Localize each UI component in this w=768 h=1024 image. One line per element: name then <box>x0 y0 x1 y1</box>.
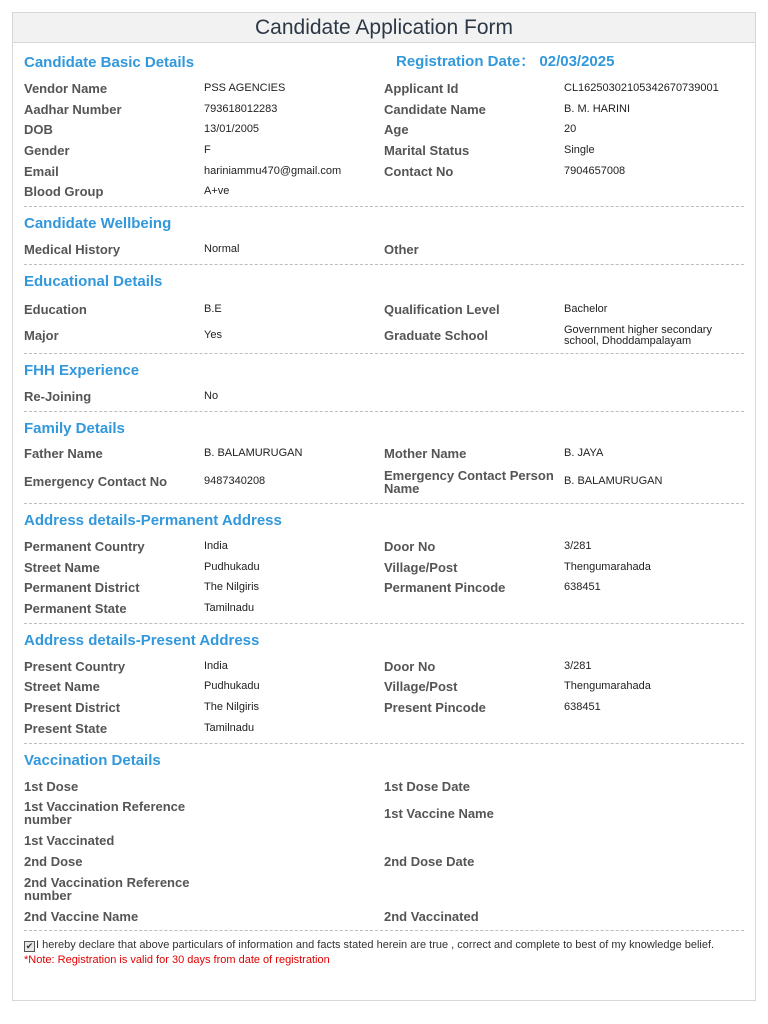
field-label: Permanent Pincode <box>384 580 506 596</box>
application-form <box>12 12 756 1001</box>
field-label: DOB <box>24 122 53 138</box>
declaration <box>24 931 744 966</box>
field-value: 638451 <box>564 701 601 714</box>
declaration-text: I hereby declare that above particulars of information and facts stated herein are true , correct and complete to best of my knowledge belief. <box>36 939 715 952</box>
field-label: 2nd Dose Date <box>384 853 475 869</box>
form-row <box>24 718 744 739</box>
section-heading: Candidate Wellbeing <box>24 215 172 233</box>
form-row <box>24 830 744 851</box>
field-value: Single <box>564 143 595 156</box>
section-heading: Candidate Basic Details <box>24 54 195 71</box>
section-wellbeing <box>24 207 744 265</box>
field-value: 793618012283 <box>204 102 278 115</box>
field-value: B.E <box>204 303 222 316</box>
page-title: Candidate Application Form <box>255 16 513 39</box>
field-value: 3/281 <box>564 540 592 553</box>
field-label: Permanent State <box>24 601 127 617</box>
field-label: Present Country <box>24 658 126 674</box>
form-row <box>24 323 744 349</box>
field-value: Thengumarahada <box>564 560 651 573</box>
field-label: 1st Dose <box>24 778 79 794</box>
field-label: Blood Group <box>24 184 104 200</box>
field-label: Present District <box>24 700 121 716</box>
field-label: 1st Vaccinated <box>24 833 115 849</box>
field-value: 13/01/2005 <box>204 123 260 136</box>
form-row <box>24 796 744 830</box>
field-value: Pudhukadu <box>204 680 260 693</box>
field-label: 1st Vaccine Name <box>384 805 494 821</box>
field-label: 2nd Vaccination Reference number <box>24 874 190 903</box>
field-value: 638451 <box>564 581 601 594</box>
field-label: Graduate School <box>384 328 489 344</box>
registration-date: Registration Date： 02/03/2025 <box>396 53 615 70</box>
form-content <box>13 43 755 966</box>
field-value: Tamilnadu <box>204 721 255 734</box>
form-row <box>24 536 744 557</box>
field-label: Gender <box>24 142 70 158</box>
field-label: Emergency Contact Person Name <box>384 467 554 496</box>
section-heading: Educational Details <box>24 272 163 290</box>
field-label: Door No <box>384 658 436 674</box>
field-value: Thengumarahada <box>564 680 651 693</box>
form-row <box>24 464 744 499</box>
field-value: hariniammu470@gmail.com <box>204 164 342 177</box>
field-value: 3/281 <box>564 659 592 672</box>
field-value: 9487340208 <box>204 475 266 488</box>
field-label: Village/Post <box>384 679 458 695</box>
section-permanent-address <box>24 504 744 624</box>
field-label: 2nd Vaccine Name <box>24 908 139 924</box>
form-row <box>24 677 744 698</box>
field-label: Contact No <box>384 163 454 179</box>
field-label: 2nd Dose <box>24 853 83 869</box>
field-label: 1st Dose Date <box>384 778 470 794</box>
field-value: A+ve <box>204 185 230 198</box>
section-family <box>24 412 744 505</box>
form-row <box>24 161 744 182</box>
section-heading: Address details-Present Address <box>24 631 260 649</box>
section-basic-details <box>24 43 744 207</box>
field-label: Medical History <box>24 241 121 257</box>
field-label: Present State <box>24 720 108 736</box>
field-label: Qualification Level <box>384 302 500 318</box>
section-fhh-experience <box>24 354 744 412</box>
registration-note: *Note: Registration is valid for 30 days from date of registration <box>24 954 330 967</box>
field-label: Emergency Contact No <box>24 474 168 490</box>
form-row <box>24 851 744 872</box>
section-heading: Vaccination Details <box>24 751 161 769</box>
field-label: Other <box>384 241 419 257</box>
section-vaccination <box>24 744 744 932</box>
form-row <box>24 906 744 927</box>
declaration-checkbox[interactable]: ✔ <box>25 941 34 952</box>
field-value: Normal <box>204 242 240 255</box>
field-label: Present Pincode <box>384 700 486 716</box>
title-bar <box>13 13 755 43</box>
field-label: 1st Vaccination Reference number <box>24 799 186 828</box>
field-label: Re-Joining <box>24 388 92 404</box>
form-row <box>24 119 744 140</box>
section-education <box>24 265 744 354</box>
form-row <box>24 181 744 202</box>
form-row <box>24 578 744 599</box>
field-value: Yes <box>204 329 222 342</box>
form-row <box>24 140 744 161</box>
field-value: Pudhukadu <box>204 560 260 573</box>
field-label: Applicant Id <box>384 80 459 96</box>
field-value: India <box>204 540 228 553</box>
field-value: No <box>204 389 219 402</box>
form-row <box>24 776 744 797</box>
form-row <box>24 239 744 260</box>
field-value: B. BALAMURUGAN <box>564 475 663 488</box>
field-label: Vendor Name <box>24 80 108 96</box>
section-present-address <box>24 624 744 744</box>
field-label: Street Name <box>24 679 100 695</box>
field-value: 7904657008 <box>564 164 626 177</box>
form-row <box>24 697 744 718</box>
field-value: PSS AGENCIES <box>204 81 286 94</box>
form-row <box>24 99 744 120</box>
field-label: Aadhar Number <box>24 101 122 117</box>
field-label: Village/Post <box>384 559 458 575</box>
form-row <box>24 656 744 677</box>
field-label: Father Name <box>24 446 103 462</box>
field-value: B. M. HARINI <box>564 102 631 115</box>
field-label: Age <box>384 122 409 138</box>
field-label: 2nd Vaccinated <box>384 908 479 924</box>
field-value: Tamilnadu <box>204 602 255 615</box>
field-label: Permanent Country <box>24 539 145 555</box>
field-label: Education <box>24 302 87 318</box>
section-heading: Address details-Permanent Address <box>24 512 282 530</box>
form-row <box>24 386 744 407</box>
field-value: F <box>204 143 211 156</box>
field-label: Street Name <box>24 559 100 575</box>
field-value: The Nilgiris <box>204 701 260 714</box>
field-label: Marital Status <box>384 142 470 158</box>
field-value: B. JAYA <box>564 447 604 460</box>
form-row <box>24 872 744 906</box>
form-row <box>24 297 744 323</box>
field-value: The Nilgiris <box>204 581 260 594</box>
field-value: CL16250302105342670739001 <box>564 81 719 94</box>
field-value: Bachelor <box>564 303 608 316</box>
form-row <box>24 557 744 578</box>
section-heading: FHH Experience <box>24 361 140 379</box>
field-value: 20 <box>564 123 577 136</box>
field-label: Mother Name <box>384 446 467 462</box>
field-label: Email <box>24 163 59 179</box>
section-heading: Family Details <box>24 419 125 437</box>
form-row <box>24 444 744 465</box>
field-label: Candidate Name <box>384 101 486 117</box>
field-value: Government higher secondary school, Dhoddampalayam <box>564 323 712 347</box>
field-value: India <box>204 659 228 672</box>
form-row <box>24 598 744 619</box>
field-label: Door No <box>384 539 436 555</box>
field-label: Major <box>24 328 59 344</box>
field-label: Permanent District <box>24 580 140 596</box>
field-value: B. BALAMURUGAN <box>204 447 303 460</box>
form-row <box>24 78 744 99</box>
